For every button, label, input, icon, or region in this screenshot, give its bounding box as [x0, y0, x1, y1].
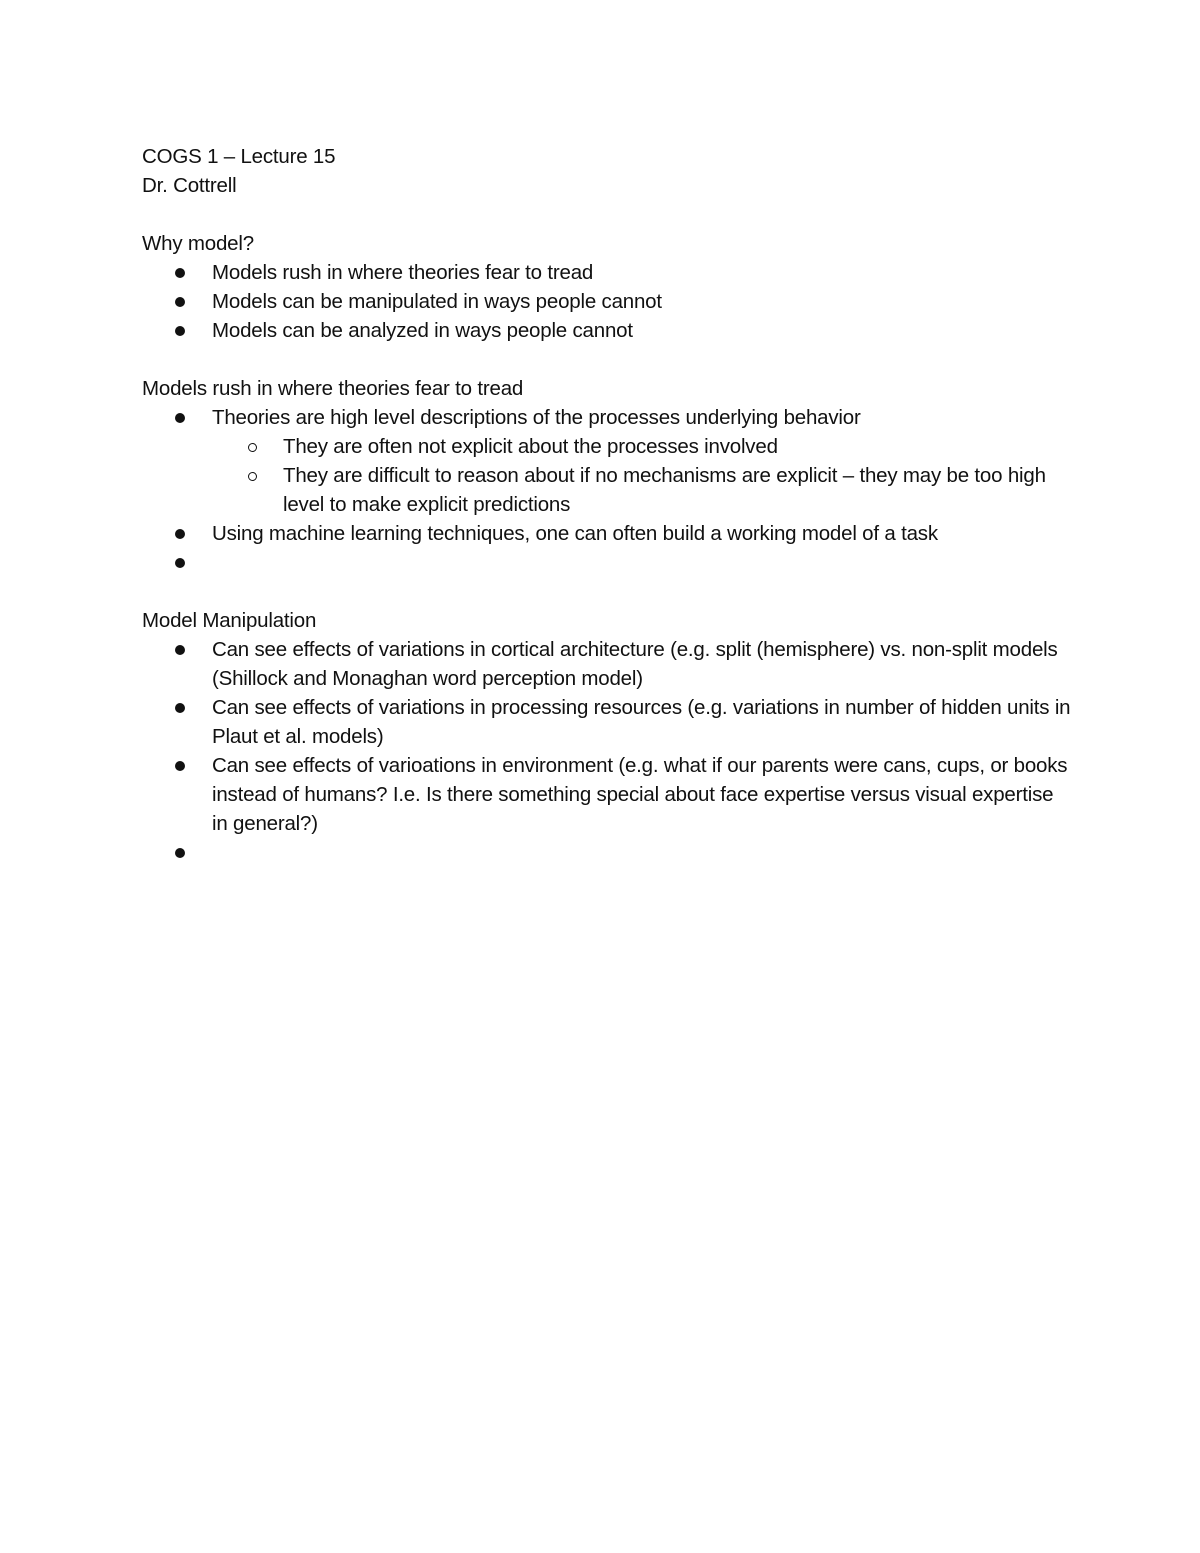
document-author: Dr. Cottrell	[142, 174, 237, 197]
spacer	[142, 345, 1072, 374]
bullet-icon	[175, 558, 185, 568]
sub-list-item-text: They are often not explicit about the processes involved	[283, 435, 778, 458]
bullet-list-why-model	[142, 258, 1072, 345]
document-title: COGS 1 – Lecture 15	[142, 145, 336, 168]
bullet-list-model-manipulation	[142, 635, 1072, 867]
bullet-icon	[175, 848, 185, 858]
list-item	[142, 751, 1072, 838]
hollow-bullet-icon	[248, 472, 257, 481]
section-heading-model-manipulation: Model Manipulation	[142, 609, 317, 632]
bullet-icon	[175, 529, 185, 539]
list-item	[142, 519, 1072, 548]
list-item-text: Can see effects of variations in processing resources (e.g. variations in number of hidden units in Plaut et al. models)	[212, 696, 1071, 748]
hollow-bullet-icon	[248, 443, 257, 452]
list-item-text: Can see effects of variations in cortical architecture (e.g. split (hemisphere) vs. non-split models (Shillock and Monaghan word perception model)	[212, 638, 1058, 690]
spacer	[142, 200, 1072, 229]
bullet-list-models-rush-in	[142, 403, 1072, 577]
spacer	[142, 577, 1072, 606]
list-item	[142, 635, 1072, 693]
list-item-text: Theories are high level descriptions of the processes underlying behavior	[212, 406, 861, 429]
sub-list-item	[142, 432, 1072, 461]
list-item-text: Can see effects of varioations in environment (e.g. what if our parents were cans, cups, or books instead of humans? I.e. Is there something special about face expertise versus visual expertise in general?)	[212, 754, 1068, 835]
bullet-icon	[175, 703, 185, 713]
list-item-text: Using machine learning techniques, one can often build a working model of a task	[212, 522, 938, 545]
list-item	[142, 403, 1072, 519]
section-heading-models-rush-in: Models rush in where theories fear to tread	[142, 377, 524, 400]
list-item-text: Models can be analyzed in ways people cannot	[212, 319, 633, 342]
sub-bullet-list	[212, 432, 1072, 519]
sub-list-item	[142, 461, 1072, 519]
list-item	[142, 258, 1072, 287]
list-item-text: Models can be manipulated in ways people cannot	[212, 290, 662, 313]
list-item-empty	[142, 838, 1072, 867]
list-item-text: Models rush in where theories fear to tread	[212, 261, 594, 284]
bullet-icon	[175, 326, 185, 336]
list-item	[142, 316, 1072, 345]
list-item	[142, 287, 1072, 316]
document-body	[142, 142, 1072, 867]
bullet-icon	[175, 761, 185, 771]
section-heading-why-model: Why model?	[142, 232, 254, 255]
bullet-icon	[175, 645, 185, 655]
list-item-empty	[142, 548, 1072, 577]
list-item	[142, 693, 1072, 751]
sub-list-item-text: They are difficult to reason about if no mechanisms are explicit – they may be too high level to make explicit predictions	[283, 464, 1046, 516]
bullet-icon	[175, 413, 185, 423]
bullet-icon	[175, 297, 185, 307]
bullet-icon	[175, 268, 185, 278]
